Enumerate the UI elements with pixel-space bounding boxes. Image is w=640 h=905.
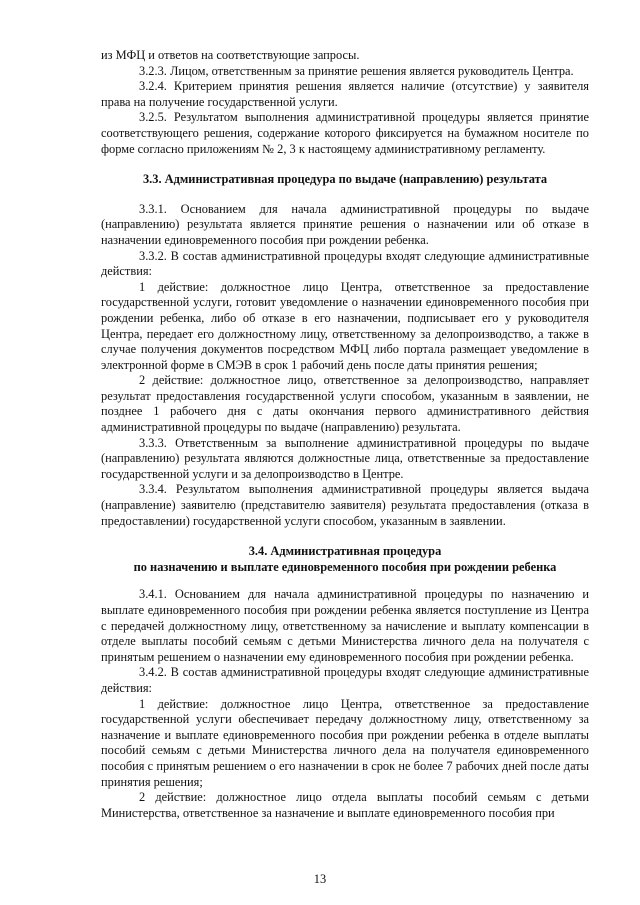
paragraph-3-2-4: 3.2.4. Критерием принятия решения является наличие (отсутствие) у заявителя права на получение государственной услуги. <box>101 79 589 109</box>
paragraph-3-4-1: 3.4.1. Основанием для начала административной процедуры по назначению и выплате единовременного пособия при рождении ребенка является поступление из Центра с передачей должностному лицу, ответственному за начисление и выплату компенсации в отделе выплаты пособий семьям с детьми Министерства личного дела на получателя с принятым решением о назначении ему единовременного пособия при рождении ребенка. <box>101 587 589 664</box>
paragraph-3-2-5: 3.2.5. Результатом выполнения административной процедуры является принятие соответствующего решения, содержание которого фиксируется на бумажном носителе по форме согласно приложениям № 2, 3 к настоящему административному регламенту. <box>101 110 589 156</box>
paragraph-3-3-2-action-1: 1 действие: должностное лицо Центра, ответственное за предоставление государственной услуги, готовит уведомление о назначении единовременного пособия при рождении ребенка, либо об отказе в его назначении, подписывает его у руководителя Центра, передает его должностному лицу, ответственному за делопроизводство, а также в случае получения документов посредством МФЦ либо портала размещает уведомление в электронной форме в СМЭВ в срок 1 рабочий день после даты принятия решения; <box>101 279 589 372</box>
paragraph-3-3-4: 3.3.4. Результатом выполнения административной процедуры является выдача (направление) заявителю (представителю заявителя) результата предоставления (отказа в предоставлении) государственной услуги способом, указанным в заявлении. <box>101 482 589 528</box>
paragraph-3-4-2: 3.4.2. В состав административной процедуры входят следующие административные действия: <box>101 665 589 695</box>
page-body <box>101 48 589 821</box>
paragraph-3-4-2-action-2: 2 действие: должностное лицо отдела выплаты пособий семьям с детьми Министерства, ответственное за назначение и выплате единовременного пособия при <box>101 790 589 820</box>
paragraph-3-3-2: 3.3.2. В состав административной процедуры входят следующие административные действия: <box>101 248 589 279</box>
paragraph-3-3-1: 3.3.1. Основанием для начала административной процедуры по выдаче (направлению) результата является принятие решения о назначении или об отказе в назначении единовременного пособия при рождении ребенка. <box>101 201 589 247</box>
paragraph-3-2-3: 3.2.3. Лицом, ответственным за принятие решения является руководитель Центра. <box>139 63 574 78</box>
section-heading-3-4 <box>101 544 589 575</box>
paragraph-3-3-2-action-2: 2 действие: должностное лицо, ответственное за делопроизводство, направляет результат предоставления государственной услуги способом, указанным в заявлении, не позднее 1 рабочего дня с даты окончания первого административного действия административной процедуры по выдаче (направлению) результата. <box>101 373 589 435</box>
section-heading-3-4-line-1: 3.4. Административная процедура <box>248 544 442 559</box>
section-heading-3-4-line-2: по назначению и выплате единовременного пособия при рождении ребенка <box>133 559 557 574</box>
page-number: 13 <box>313 872 327 886</box>
paragraph-3-4-2-action-1: 1 действие: должностное лицо Центра, ответственное за предоставление государственной услуги обеспечивает передачу должностному лицу, ответственному за назначение и выплате единовременного пособия при рождении ребенка в отделе выплаты пособий семьям с детьми Министерства личного дела на получателя единовременного пособия с принятым решением о его назначении в срок не более 7 рабочих дней после даты принятия решения; <box>101 696 589 789</box>
paragraph-intro: из МФЦ и ответов на соответствующие запросы. <box>101 48 360 62</box>
section-heading-3-3: 3.3. Административная процедура по выдаче (направлению) результата <box>142 172 548 187</box>
paragraph-3-3-3: 3.3.3. Ответственным за выполнение административной процедуры по выдаче (направлению) результата являются должностные лица, ответственные за предоставление государственной услуги и за делопроизводство в Центре. <box>101 435 589 481</box>
